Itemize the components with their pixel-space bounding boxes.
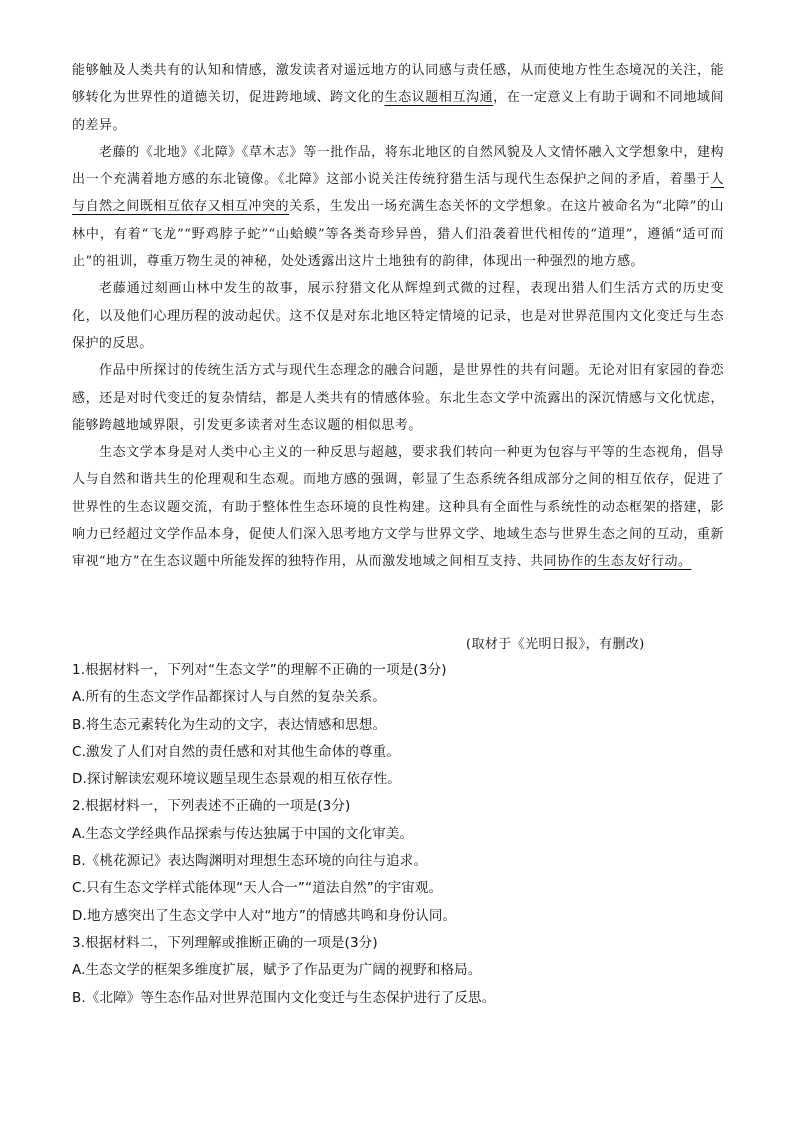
question-2-stem: 2.根据材料一，下列表述不正确的一项是(3分)	[72, 798, 351, 815]
underlined-phrase: 生态议题相互沟通	[384, 90, 494, 106]
question-3-stem: 3.根据材料二，下列理解或推断正确的一项是(3分)	[72, 934, 378, 951]
question-2-option-b: B.《桃花源记》表达陶渊明对理想生态环境的向往与追求。	[72, 853, 428, 870]
question-1-stem: 1.根据材料一，下列对“生态文学”的理解不正确的一项是(3分)	[72, 662, 447, 678]
question-1-option-b: B.将生态元素转化为生动的文字，表达情感和思想。	[72, 716, 387, 733]
question-2-option-d: D.地方感突出了生态文学中人对“地方”的情感共鸣和身份认同。	[72, 907, 457, 924]
paragraph-4: 作品中所探讨的传统生活方式与现代生态理念的融合问题，是世界性的共有问题。无论对旧有家园的眷恋感，还是对时代变迁的复杂情结，都是人类共有的情感体验。东北生态文学中流露出的深沉情感与文化忧虑，能够跨越地域界限，引发更多读者对生态议题的相似思考。	[72, 363, 724, 433]
underlined-phrase: 同协作的生态友好行动。	[543, 554, 692, 570]
question-1-option-a: A.所有的生态文学作品都探讨人与自然的复杂关系。	[72, 689, 386, 706]
question-3-option-b: B.《北障》等生态作品对世界范围内文化变迁与生态保护进行了反思。	[72, 989, 496, 1006]
paragraph-5	[72, 439, 724, 575]
question-1-option-d: D.探讨解读宏观环境议题呈现生态景观的相互依存性。	[72, 771, 401, 788]
paragraph-1-text: 能够触及人类共有的认知和情感，激发读者对遥远地方的认同感与责任感，从而使地方性生态境况的关注，能够转化为世界性的道德关切，促进跨地域、跨文化的	[72, 63, 724, 106]
paragraph-5-text: 生态文学本身是对人类中心主义的一种反思与超越，要求我们转向一种更为包容与平等的生态视角，倡导人与自然和谐共生的伦理观和生态观。而地方感的强调，彰显了生态系统各组成部分之间的相互依存，促进了世界性的生态议题交流，有助于整体性生态环境的良性构建。这种具有全面性与系统性的动态框架的搭建，影响力已经超过文学作品本身，促使人们深入思考地方文学与世界文学、地域生态与世界生态之间的互动，重新审视“地方”在生态议题中所能发挥的独特作用，从而激发地域之间相互支持、共	[72, 445, 724, 570]
paragraph-2-text: 老藤的《北地》《北障》《草木志》等一批作品，将东北地区的自然风貌及人文情怀融入文学想象中，建构出一个充满着地方感的东北镜像。《北障》这部小说关注传统狩猎生活与现代生态保护之间的矛盾，着墨于	[72, 144, 724, 188]
source-citation: (取材于《光明日报》，有删改)	[466, 637, 645, 652]
question-1-option-c: C.激发了人们对自然的责任感和对其他生命体的尊重。	[72, 743, 400, 760]
paragraph-2	[72, 139, 724, 275]
paragraph-2-text-end: 关系，生发出一场充满生态关怀的文学想象。在这片被命名为“北障”的山林中，有着“飞龙”“野鸡脖子蛇”“山蛤蟆”等各类奇珍异兽，猎人们沿袭着世代相传的“道理”，遵循“适可而止”的祖训，尊重万物生灵的神秘，处处透露出这片土地独有的韵律，体现出一种强烈的地方感。	[72, 199, 724, 270]
paragraph-1-text-end: ，在一定意义上有助于调和不同地域间的差异。	[72, 90, 724, 133]
question-2-option-c: C.只有生态文学样式能体现“天人合一”“道法自然”的宇宙观。	[72, 880, 443, 897]
underlined-phrase: 人与自然之间既相互依存又相互冲突的	[72, 172, 724, 215]
question-2-option-a: A.生态文学经典作品探索与传达独属于中国的文化审美。	[72, 825, 414, 842]
question-3-option-a: A.生态文学的框架多维度扩展，赋予了作品更为广阔的视野和格局。	[72, 962, 482, 979]
paragraph-1	[72, 57, 724, 139]
reading-passage	[72, 57, 724, 576]
question-list	[72, 657, 732, 1012]
paragraph-3: 老藤通过刻画山林中发生的故事，展示狩猎文化从辉煌到式微的过程，表现出猎人们生活方式的历史变化，以及他们心理历程的波动起伏。这不仅是对东北地区特定情境的记录，也是对世界范围内文化变迁与生态保护的反思。	[72, 281, 724, 351]
